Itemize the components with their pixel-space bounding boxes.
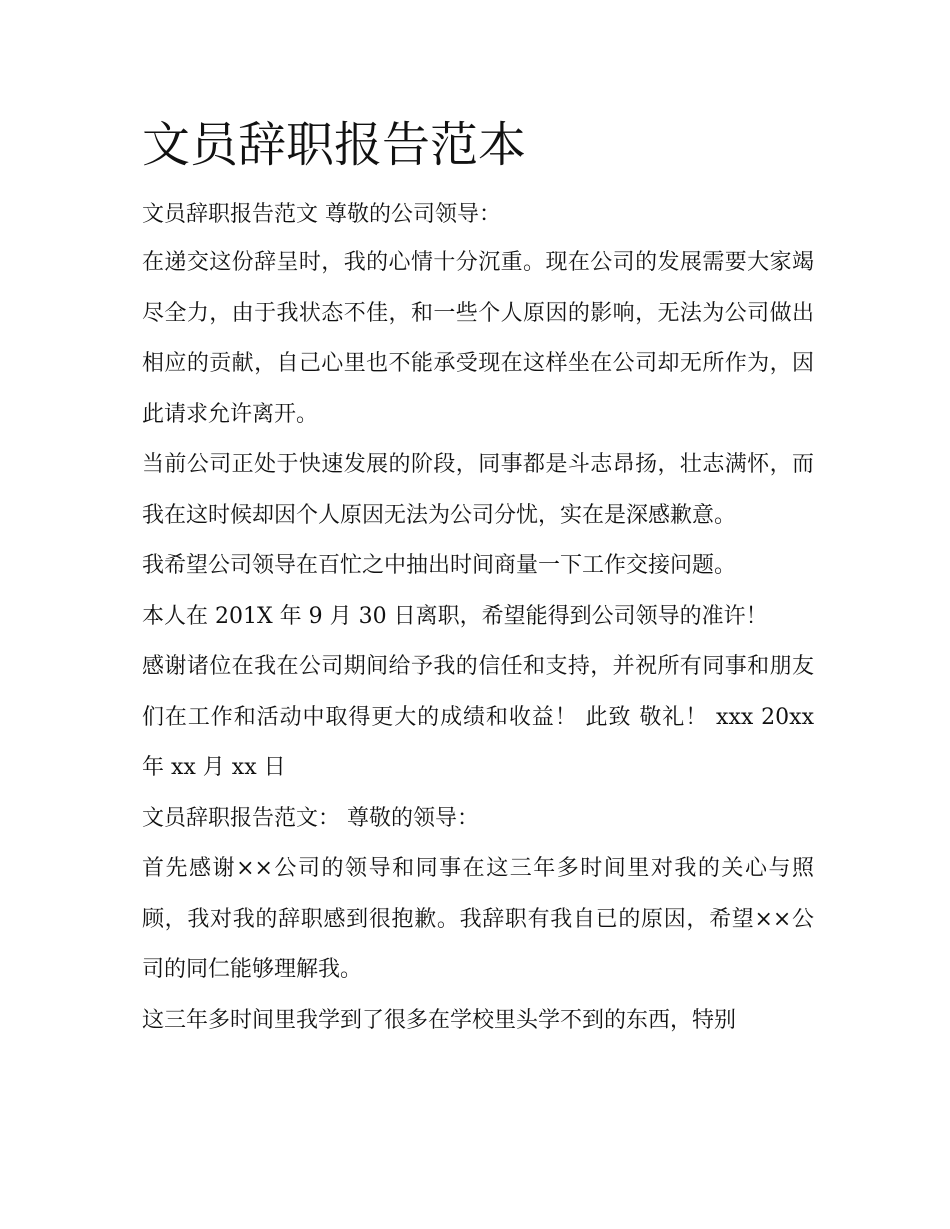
body-paragraph: 在递交这份辞呈时，我的心情十分沉重。现在公司的发展需要大家竭尽全力，由于我状态不佳，和一些个人原因的影响，无法为公司做出相应的贡献，自己心里也不能承受现在这样坐在公司却无所作为，因此请求允许离开。 bbox=[142, 250, 814, 427]
body-paragraph: 这三年多时间里我学到了很多在学校里头学不到的东西，特别 bbox=[142, 1007, 737, 1033]
second-salutation-line: 文员辞职报告范文： 尊敬的领导： bbox=[142, 805, 479, 831]
document-page bbox=[142, 112, 814, 1046]
body-paragraph: 本人在 201X 年 9 月 30 日离职，希望能得到公司领导的准许！ bbox=[142, 603, 768, 629]
body-paragraph: 当前公司正处于快速发展的阶段，同事都是斗志昂扬，壮志满怀，而我在这时候却因个人原因无法为公司分忧，实在是深感歉意。 bbox=[142, 452, 814, 528]
body-paragraph: 我希望公司领导在百忙之中抽出时间商量一下工作交接问题。 bbox=[142, 553, 737, 578]
body-paragraph: 首先感谢××公司的领导和同事在这三年多时间里对我的关心与照顾，我对我的辞职感到很抱歉。我辞职有我自已的原因，希望××公司的同仁能够理解我。 bbox=[142, 856, 814, 982]
document-title: 文员辞职报告范本 bbox=[142, 117, 527, 173]
body-paragraph: 感谢诸位在我在公司期间给予我的信任和支持，并祝所有同事和朋友们在工作和活动中取得更大的成绩和收益！ 此致 敬礼！ xxx 20xx 年 xx 月 xx 日 bbox=[142, 654, 814, 780]
salutation-line: 文员辞职报告范文 尊敬的公司领导： bbox=[142, 202, 501, 227]
